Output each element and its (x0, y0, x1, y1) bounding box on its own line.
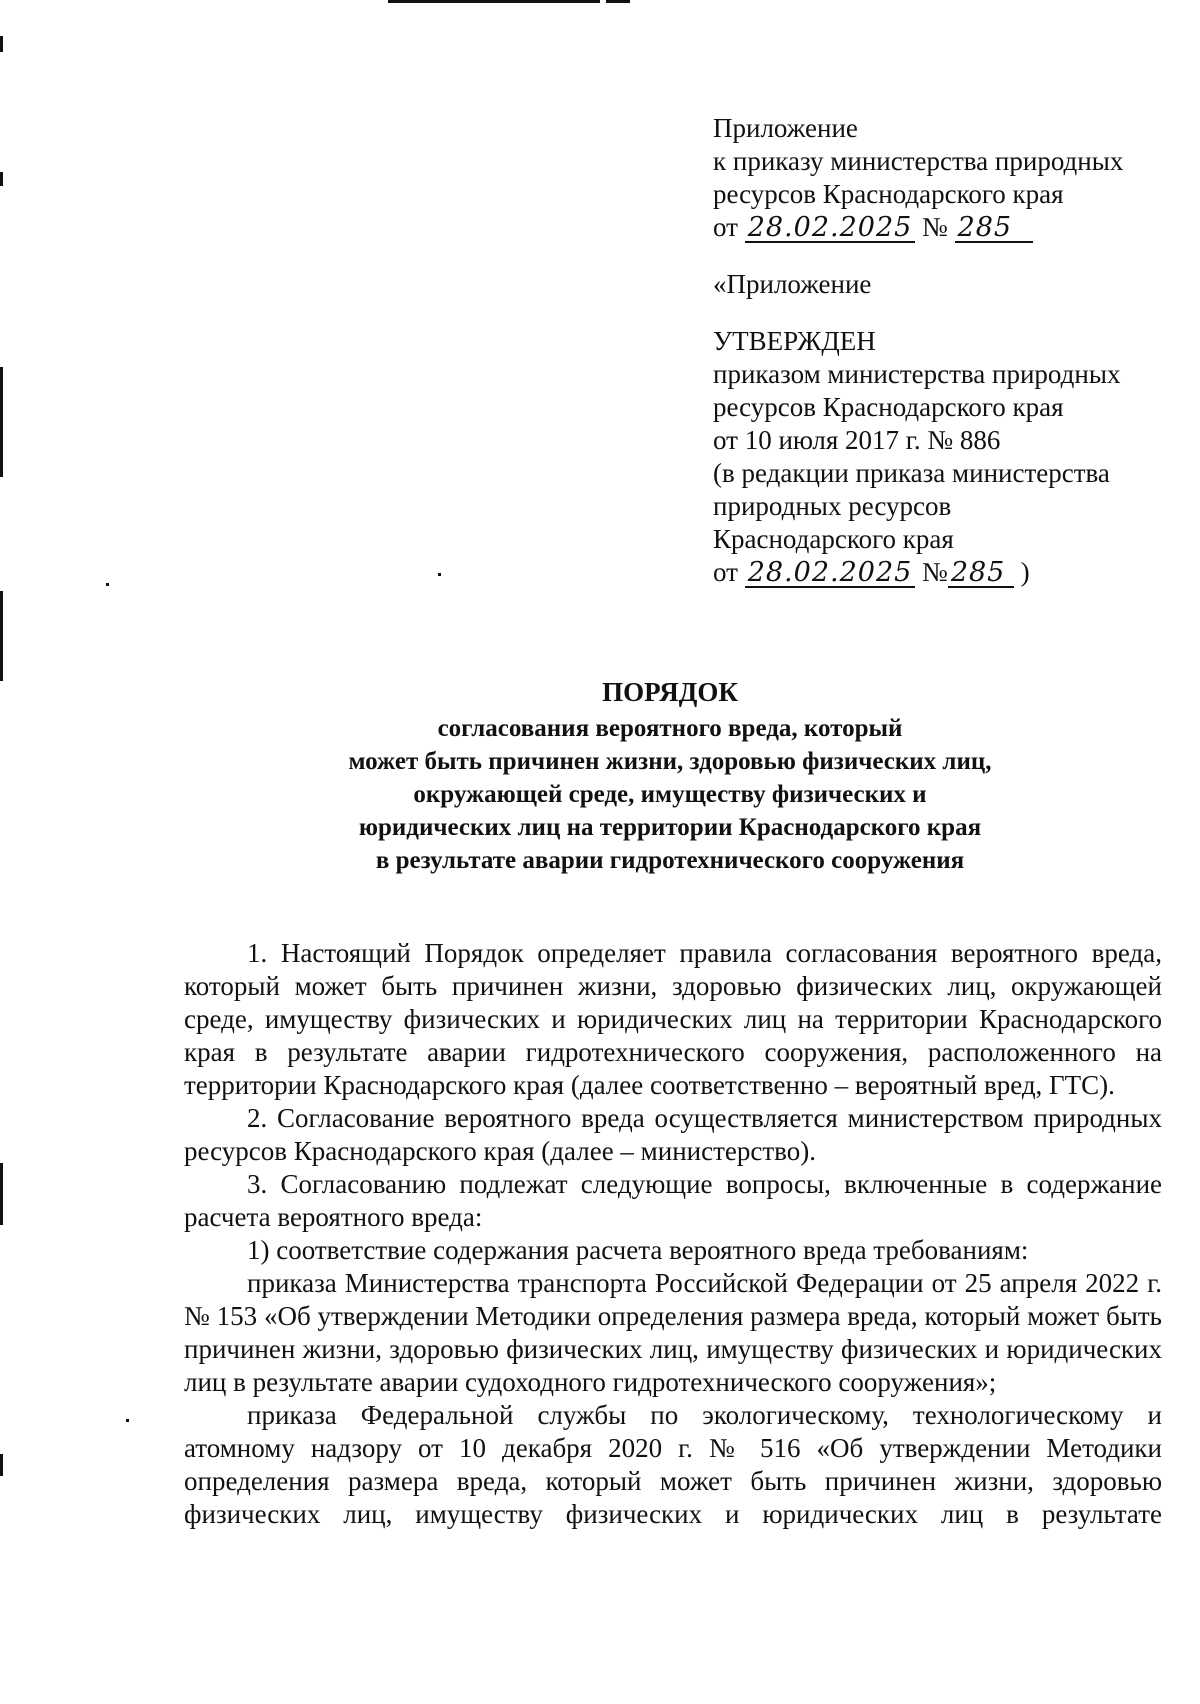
title-line4: юридических лиц на территории Краснодарского края (358, 814, 982, 841)
date-prefix: от (713, 557, 738, 587)
scan-edge-mark (0, 591, 3, 681)
scan-edge-mark (0, 1163, 3, 1225)
title-line1: согласования вероятного вреда, который (437, 715, 903, 742)
date-prefix: от (713, 212, 738, 242)
handwritten-number: 285 (948, 560, 1014, 588)
document-body (184, 937, 1162, 1531)
approval-line4: (в редакции приказа министерства (713, 458, 1110, 488)
approval-line2: ресурсов Краснодарского края (713, 392, 1064, 422)
scan-edge-mark (0, 1454, 3, 1476)
closing-paren: ) (1020, 557, 1030, 587)
header-block (713, 112, 1183, 589)
paragraph-4: 1) соответствие содержания расчета вероятного вреда требованиям: (247, 1235, 1029, 1265)
title-main: ПОРЯДОК (602, 677, 738, 707)
approval-line1: приказом министерства природных (713, 359, 1121, 389)
title-line5: в результате аварии гидротехнического сооружения (375, 847, 965, 874)
scan-edge-mark (0, 367, 3, 477)
order-reference-line1: к приказу министерства природных (713, 146, 1124, 176)
appendix-label: Приложение (713, 113, 858, 143)
handwritten-date: 28.02.2025 (745, 215, 916, 243)
order-reference-line2: ресурсов Краснодарского края (713, 179, 1064, 209)
approval-date-line (713, 556, 1183, 589)
approval-line6: Краснодарского края (713, 524, 954, 554)
paragraph-6: приказа Федеральной службы по экологическому, технологическому и атомному надзору от 10 декабря 2020 г. № 516 «Об утверждении Методики определения размера вреда, который может быть причинен жизни, здоровью физических лиц, имуществу физических и юридических лиц в результате (184, 1400, 1162, 1529)
scan-edge-mark (0, 36, 3, 52)
paragraph-1: 1. Настоящий Порядок определяет правила согласования вероятного вреда, который может быть причинен жизни, здоровью физических лиц, окружающей среде, имуществу физических и юридических лиц на территории Краснодарского края в результате аварии гидротехнического сооружения, расположенного на территории Краснодарского края (далее соответственно – вероятный вред, ГТС). (184, 938, 1162, 1100)
handwritten-date: 28.02.2025 (745, 560, 916, 588)
paragraph-5: приказа Министерства транспорта Российской Федерации от 25 апреля 2022 г. № 153 «Об утверждении Методики определения размера вреда, который может быть причинен жизни, здоровью физических лиц, имуществу физических и юридических лиц в результате аварии судоходного гидротехнического сооружения»; (184, 1268, 1162, 1397)
approved-label: УТВЕРЖДЕН (713, 326, 876, 356)
approval-line5: природных ресурсов (713, 491, 952, 521)
document-title (230, 676, 1110, 877)
appendix-quote: «Приложение (713, 269, 872, 299)
number-label: № (922, 212, 948, 242)
title-line3: окружающей среде, имуществу физических и (413, 781, 927, 808)
scan-dot (106, 583, 109, 586)
scan-top-rule-short (606, 0, 630, 3)
scan-edge-mark (0, 172, 3, 186)
scan-dot (438, 573, 441, 576)
order-date-line (713, 211, 1183, 244)
approval-line3: от 10 июля 2017 г. № 886 (713, 425, 1001, 455)
scan-top-rule (388, 0, 600, 3)
paragraph-2: 2. Согласование вероятного вреда осуществляется министерством природных ресурсов Краснодарского края (далее – министерство). (184, 1103, 1162, 1166)
handwritten-number: 285 (955, 215, 1033, 243)
number-label: № (922, 557, 948, 587)
scan-dot (126, 1419, 129, 1422)
title-line2: может быть причинен жизни, здоровью физических лиц, (348, 748, 992, 775)
paragraph-3: 3. Согласованию подлежат следующие вопросы, включенные в содержание расчета вероятного вреда: (184, 1169, 1162, 1232)
